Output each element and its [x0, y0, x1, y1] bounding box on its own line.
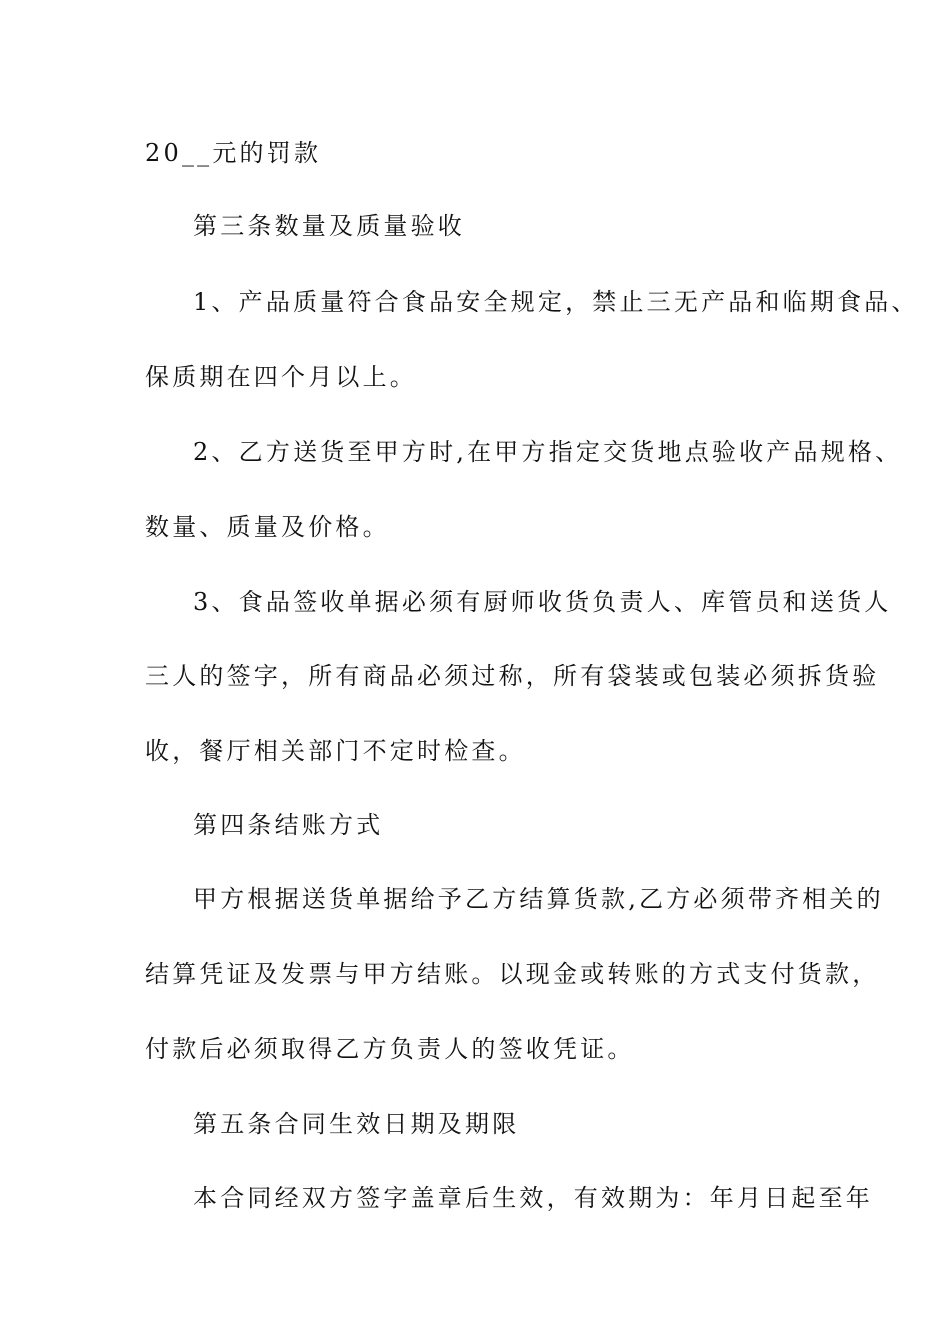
- text-line: 甲方根据送货单据给予乙方结算货款,乙方必须带齐相关的: [193, 885, 884, 913]
- text-line: 数量、质量及价格。: [145, 513, 390, 541]
- text-line: 本合同经双方签字盖章后生效，有效期为：年月日起至年: [193, 1184, 873, 1212]
- section-heading: 第五条合同生效日期及期限: [193, 1110, 520, 1138]
- text-line: 三人的签字，所有商品必须过称，所有袋装或包装必须拆货验: [145, 662, 880, 690]
- text-line: 结算凭证及发票与甲方结账。以现金或转账的方式支付货款，: [145, 960, 880, 988]
- text-line: 20__元的罚款: [145, 139, 322, 167]
- text-line: 1、产品质量符合食品安全规定，禁止三无产品和临期食品、: [193, 288, 919, 316]
- section-heading: 第四条结账方式: [193, 811, 384, 839]
- text-line: 付款后必须取得乙方负责人的签收凭证。: [145, 1035, 635, 1063]
- text-line: 3、食品签收单据必须有厨师收货负责人、库管员和送货人: [193, 588, 892, 616]
- text-line: 收，餐厅相关部门不定时检查。: [145, 737, 526, 765]
- text-line: 保质期在四个月以上。: [145, 363, 417, 391]
- section-heading: 第三条数量及质量验收: [193, 212, 465, 240]
- text-line: 2、乙方送货至甲方时,在甲方指定交货地点验收产品规格、: [193, 438, 903, 466]
